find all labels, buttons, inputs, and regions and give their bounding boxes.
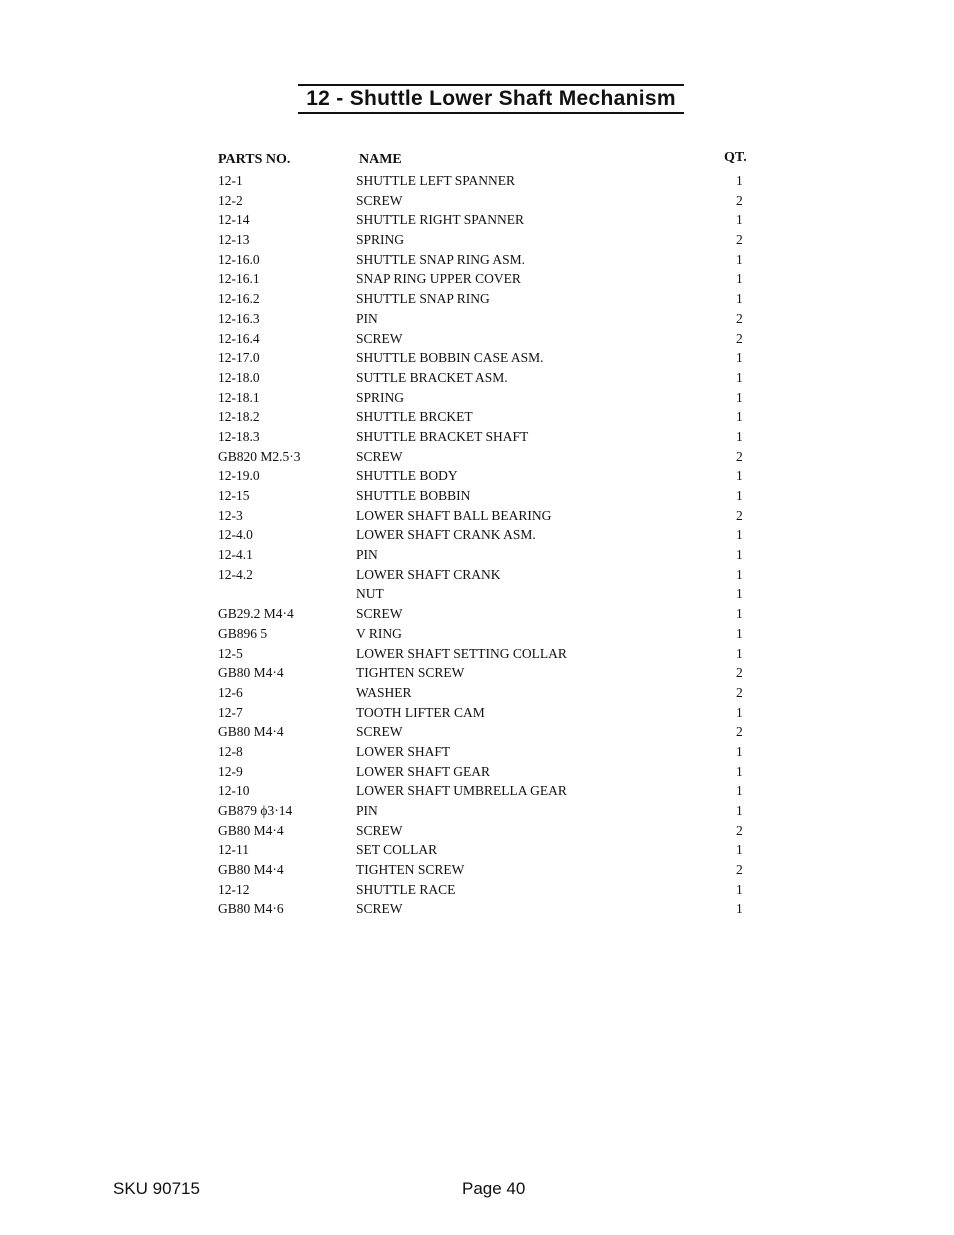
table-row bbox=[0, 368, 954, 388]
table-row bbox=[0, 171, 954, 191]
part-number-cell: 12-9 bbox=[218, 763, 243, 779]
part-number-cell: 12-6 bbox=[218, 684, 243, 700]
table-row bbox=[0, 230, 954, 250]
parts-table bbox=[0, 171, 954, 919]
part-number-cell: 12-11 bbox=[218, 842, 249, 858]
quantity-cell: 2 bbox=[736, 232, 743, 248]
table-row bbox=[0, 407, 954, 427]
part-name-cell: SCREW bbox=[356, 448, 403, 464]
part-number-cell: 12-19.0 bbox=[218, 468, 260, 484]
table-row bbox=[0, 269, 954, 289]
table-row bbox=[0, 309, 954, 329]
quantity-cell: 1 bbox=[736, 468, 743, 484]
part-number-cell: GB80 M4·6 bbox=[218, 901, 284, 917]
part-name-cell: LOWER SHAFT GEAR bbox=[356, 763, 491, 779]
part-number-cell: 12-4.2 bbox=[218, 566, 253, 582]
table-row bbox=[0, 565, 954, 585]
part-number-cell: 12-16.1 bbox=[218, 271, 260, 287]
table-row bbox=[0, 210, 954, 230]
part-number-cell: 12-5 bbox=[218, 645, 243, 661]
part-name-cell: SCREW bbox=[356, 724, 403, 740]
part-number-cell: 12-17.0 bbox=[218, 350, 260, 366]
table-row bbox=[0, 545, 954, 565]
quantity-cell: 1 bbox=[736, 783, 743, 799]
part-name-cell: LOWER SHAFT SETTING COLLAR bbox=[356, 645, 567, 661]
quantity-cell: 1 bbox=[736, 350, 743, 366]
table-row bbox=[0, 880, 954, 900]
quantity-cell: 2 bbox=[736, 724, 743, 740]
table-row bbox=[0, 486, 954, 506]
part-number-cell: 12-16.0 bbox=[218, 251, 260, 267]
part-name-cell: TIGHTEN SCREW bbox=[356, 665, 465, 681]
part-number-cell: 12-3 bbox=[218, 507, 243, 523]
quantity-cell: 1 bbox=[736, 743, 743, 759]
quantity-cell: 1 bbox=[736, 212, 743, 228]
part-name-cell: SHUTTLE RACE bbox=[356, 881, 456, 897]
part-number-cell: 12-4.0 bbox=[218, 527, 253, 543]
quantity-cell: 1 bbox=[736, 704, 743, 720]
part-number-cell: 12-14 bbox=[218, 212, 250, 228]
quantity-cell: 1 bbox=[736, 251, 743, 267]
table-row bbox=[0, 584, 954, 604]
page-title: 12 - Shuttle Lower Shaft Mechanism bbox=[298, 84, 684, 114]
part-name-cell: SCREW bbox=[356, 822, 403, 838]
part-number-cell: 12-13 bbox=[218, 232, 250, 248]
part-number-cell: 12-18.3 bbox=[218, 428, 260, 444]
part-name-cell: SPRING bbox=[356, 389, 405, 405]
part-name-cell: LOWER SHAFT UMBRELLA GEAR bbox=[356, 783, 567, 799]
part-number-cell: GB80 M4·4 bbox=[218, 724, 284, 740]
table-row bbox=[0, 250, 954, 270]
part-name-cell: SCREW bbox=[356, 330, 403, 346]
part-number-cell: 12-10 bbox=[218, 783, 250, 799]
part-name-cell: SCREW bbox=[356, 606, 403, 622]
quantity-cell: 1 bbox=[736, 271, 743, 287]
part-name-cell: LOWER SHAFT CRANK bbox=[356, 566, 501, 582]
table-row bbox=[0, 860, 954, 880]
table-row bbox=[0, 289, 954, 309]
quantity-cell: 2 bbox=[736, 330, 743, 346]
table-row bbox=[0, 821, 954, 841]
part-name-cell: SCREW bbox=[356, 192, 403, 208]
qty-header: QT. bbox=[724, 150, 747, 165]
quantity-cell: 2 bbox=[736, 665, 743, 681]
quantity-cell: 1 bbox=[736, 645, 743, 661]
part-name-cell: SPRING bbox=[356, 232, 405, 248]
part-number-cell: 12-15 bbox=[218, 488, 250, 503]
part-name-cell: LOWER SHAFT BALL BEARING bbox=[356, 507, 552, 523]
part-number-cell: GB820 M2.5·3 bbox=[218, 448, 301, 464]
part-number-cell: 12-16.4 bbox=[218, 330, 260, 346]
quantity-cell: 1 bbox=[736, 881, 743, 897]
part-number-cell: 12-8 bbox=[218, 743, 243, 759]
part-name-cell: SHUTTLE BOBBIN CASE ASM. bbox=[356, 350, 544, 366]
table-row bbox=[0, 703, 954, 723]
part-name-cell: SHUTTLE BRCKET bbox=[356, 409, 473, 425]
quantity-cell: 1 bbox=[736, 763, 743, 779]
table-row bbox=[0, 348, 954, 368]
table-row bbox=[0, 801, 954, 821]
part-name-cell: SUTTLE BRACKET ASM. bbox=[356, 369, 508, 385]
part-name-cell: V RING bbox=[356, 625, 402, 641]
table-row bbox=[0, 427, 954, 447]
table-row bbox=[0, 762, 954, 782]
table-row bbox=[0, 447, 954, 467]
part-number-cell: 12-16.2 bbox=[218, 291, 260, 307]
table-row bbox=[0, 191, 954, 211]
quantity-cell: 1 bbox=[736, 586, 743, 602]
part-name-cell: TIGHTEN SCREW bbox=[356, 862, 465, 878]
quantity-cell: 1 bbox=[736, 606, 743, 622]
table-row bbox=[0, 506, 954, 526]
table-row bbox=[0, 683, 954, 703]
quantity-cell: 2 bbox=[736, 684, 743, 700]
quantity-cell: 1 bbox=[736, 803, 743, 818]
part-name-cell: NUT bbox=[356, 586, 384, 602]
part-number-cell: 12-1 bbox=[218, 173, 243, 188]
quantity-cell: 2 bbox=[736, 448, 743, 464]
part-name-cell: SHUTTLE RIGHT SPANNER bbox=[356, 212, 525, 228]
part-number-cell: GB80 M4·4 bbox=[218, 822, 284, 838]
part-number-cell: GB879 ϕ3·14 bbox=[218, 803, 293, 818]
parts-no-header: PARTS NO. bbox=[218, 152, 291, 167]
part-name-cell: SCREW bbox=[356, 901, 403, 917]
quantity-cell: 1 bbox=[736, 409, 743, 425]
part-number-cell: 12-7 bbox=[218, 704, 243, 720]
quantity-cell: 2 bbox=[736, 862, 743, 878]
quantity-cell: 1 bbox=[736, 389, 743, 405]
quantity-cell: 1 bbox=[736, 369, 743, 385]
quantity-cell: 1 bbox=[736, 547, 743, 563]
part-name-cell: PIN bbox=[356, 547, 378, 563]
part-number-cell: 12-16.3 bbox=[218, 310, 260, 326]
part-name-cell: SHUTTLE SNAP RING bbox=[356, 291, 490, 307]
quantity-cell: 1 bbox=[736, 566, 743, 582]
part-name-cell: PIN bbox=[356, 310, 378, 326]
part-name-cell: PIN bbox=[356, 803, 378, 818]
part-name-cell: SET COLLAR bbox=[356, 842, 438, 858]
part-name-cell: LOWER SHAFT CRANK ASM. bbox=[356, 527, 536, 543]
quantity-cell: 1 bbox=[736, 428, 743, 444]
quantity-cell: 2 bbox=[736, 822, 743, 838]
table-row bbox=[0, 525, 954, 545]
quantity-cell: 2 bbox=[736, 507, 743, 523]
part-number-cell: GB29.2 M4·4 bbox=[218, 606, 294, 622]
table-row bbox=[0, 388, 954, 408]
table-row bbox=[0, 742, 954, 762]
part-name-cell: SHUTTLE BRACKET SHAFT bbox=[356, 428, 529, 444]
table-row bbox=[0, 899, 954, 919]
quantity-cell: 2 bbox=[736, 310, 743, 326]
part-number-cell: GB80 M4·4 bbox=[218, 665, 284, 681]
quantity-cell: 1 bbox=[736, 625, 743, 641]
table-row bbox=[0, 644, 954, 664]
part-name-cell: LOWER SHAFT bbox=[356, 743, 451, 759]
part-name-cell: SHUTTLE BOBBIN bbox=[356, 488, 471, 503]
part-name-cell: SHUTTLE BODY bbox=[356, 468, 458, 484]
table-row bbox=[0, 840, 954, 860]
quantity-cell: 1 bbox=[736, 527, 743, 543]
quantity-cell: 1 bbox=[736, 901, 743, 917]
table-row bbox=[0, 663, 954, 683]
table-row bbox=[0, 722, 954, 742]
part-number-cell: GB80 M4·4 bbox=[218, 862, 284, 878]
part-name-cell: SNAP RING UPPER COVER bbox=[356, 271, 521, 287]
table-row bbox=[0, 604, 954, 624]
part-name-cell: TOOTH LIFTER CAM bbox=[356, 704, 485, 720]
quantity-cell: 1 bbox=[736, 173, 743, 188]
quantity-cell: 2 bbox=[736, 192, 743, 208]
table-row bbox=[0, 466, 954, 486]
part-name-cell: SHUTTLE SNAP RING ASM. bbox=[356, 251, 526, 267]
table-row bbox=[0, 624, 954, 644]
quantity-cell: 1 bbox=[736, 842, 743, 858]
part-number-cell: 12-18.0 bbox=[218, 369, 260, 385]
part-number-cell: 12-12 bbox=[218, 881, 250, 897]
quantity-cell: 1 bbox=[736, 291, 743, 307]
page-number: Page 40 bbox=[462, 1179, 526, 1198]
part-number-cell: 12-18.2 bbox=[218, 409, 260, 425]
part-name-cell: SHUTTLE LEFT SPANNER bbox=[356, 173, 516, 188]
sku-label: SKU 90715 bbox=[113, 1179, 200, 1198]
part-number-cell: GB896 5 bbox=[218, 625, 268, 641]
quantity-cell: 1 bbox=[736, 488, 743, 503]
part-name-cell: WASHER bbox=[356, 684, 412, 700]
part-number-cell: 12-2 bbox=[218, 192, 243, 208]
name-header: NAME bbox=[359, 152, 402, 167]
table-row bbox=[0, 781, 954, 801]
part-number-cell: 12-4.1 bbox=[218, 547, 253, 563]
table-row bbox=[0, 329, 954, 349]
part-number-cell: 12-18.1 bbox=[218, 389, 260, 405]
